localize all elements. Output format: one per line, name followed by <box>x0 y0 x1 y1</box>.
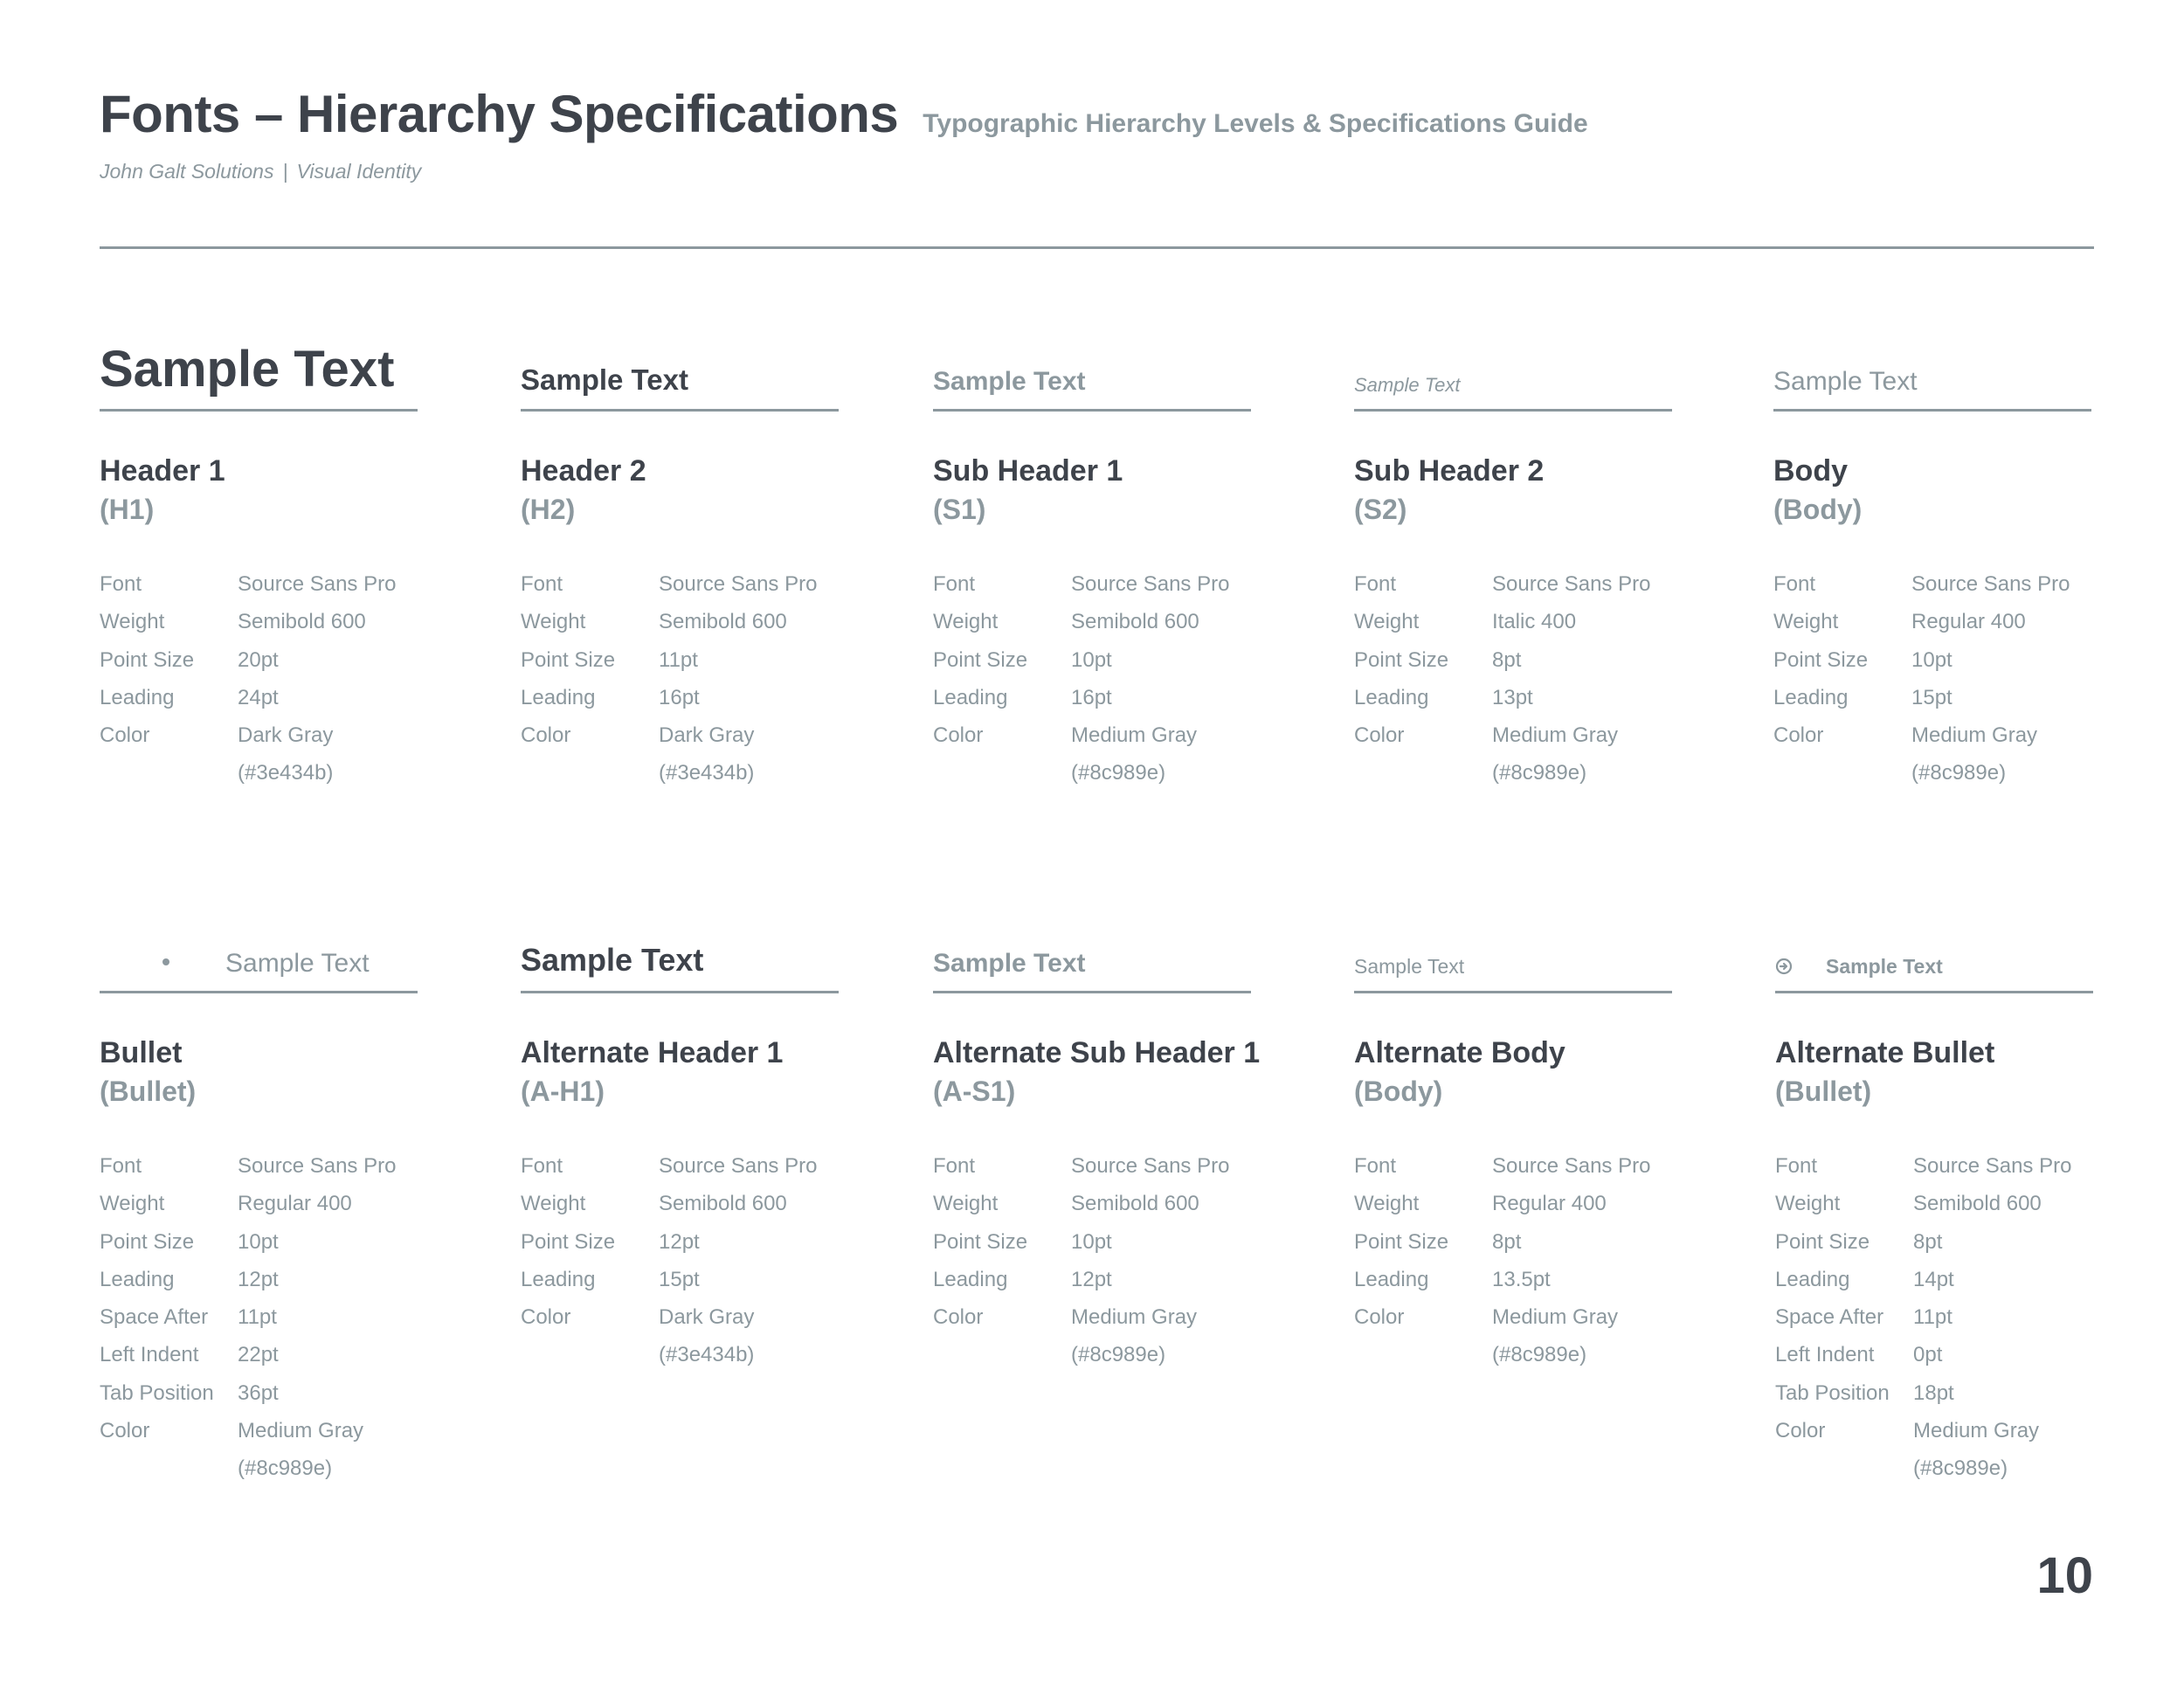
spec-label: Color <box>933 1305 984 1330</box>
spec-label: Point Size <box>1773 647 1869 672</box>
spec-row-color <box>100 1412 418 1488</box>
spec-row-leading <box>1354 1261 1672 1298</box>
spec-value <box>1492 716 1618 792</box>
spec-row-font <box>521 565 839 603</box>
spec-value: Source Sans Pro <box>1492 1154 1651 1178</box>
spec-row-weight <box>100 603 418 640</box>
spec-label: Leading <box>933 1267 1008 1291</box>
sample-box <box>933 903 1251 993</box>
spec-value <box>659 1298 754 1374</box>
spec-label: Leading <box>933 685 1008 709</box>
spec-label: Font <box>933 572 976 596</box>
sample-text: Sample Text <box>1773 367 1918 396</box>
level-name: Sub Header 2 <box>1354 454 1545 488</box>
spec-row-leading <box>521 679 839 716</box>
document-meta <box>100 160 2094 183</box>
spec-label: Font <box>933 1154 976 1178</box>
spec-label: Font <box>100 572 142 596</box>
spec-value <box>1913 1412 2039 1488</box>
spec-list <box>1775 1147 2093 1488</box>
level-code: (H1) <box>100 494 155 525</box>
spec-row-tab-position <box>1775 1374 2093 1412</box>
spec-row-point-size <box>1775 1223 2093 1261</box>
page-number: 10 <box>2036 1547 2093 1604</box>
spec-list <box>521 1147 839 1374</box>
spec-label: Point Size <box>100 647 195 672</box>
spec-value: Semibold 600 <box>659 1192 787 1216</box>
level-name: Body <box>1773 454 1848 488</box>
bullet-dot-icon <box>162 958 169 965</box>
spec-card-bullet <box>100 903 418 1488</box>
color-name: Medium Gray <box>1492 1305 1619 1330</box>
color-hex: (#3e434b) <box>659 761 755 785</box>
spec-label: Color <box>100 723 150 748</box>
sample-text-wrapper <box>100 949 370 979</box>
spec-row-weight <box>933 1185 1251 1222</box>
spec-row-color <box>1354 1298 1672 1374</box>
spec-row-leading <box>933 1261 1251 1298</box>
spec-row-color <box>1773 716 2091 792</box>
spec-value: Source Sans Pro <box>238 572 397 596</box>
spec-row-color <box>521 716 839 792</box>
spec-label: Point Size <box>933 647 1028 672</box>
spec-value: Source Sans Pro <box>238 1154 397 1178</box>
color-name: Dark Gray <box>659 1305 755 1330</box>
spec-value: 12pt <box>659 1229 700 1254</box>
spec-row-leading <box>933 679 1251 716</box>
spec-row-leading <box>1775 1261 2093 1298</box>
spec-card-header-1 <box>100 322 418 792</box>
spec-label: Weight <box>933 1192 999 1216</box>
level-code: (Bullet) <box>100 1076 197 1107</box>
spec-row-leading <box>521 1261 839 1298</box>
spec-row-font <box>1775 1147 2093 1185</box>
spec-row-font <box>521 1147 839 1185</box>
company-name: John Galt Solutions <box>100 160 274 183</box>
spec-value: Semibold 600 <box>1913 1192 2042 1216</box>
spec-label: Leading <box>100 685 175 709</box>
sample-box <box>100 903 418 993</box>
spec-label: Left Indent <box>1775 1343 1875 1367</box>
color-hex: (#8c989e) <box>1911 761 2007 785</box>
spec-row-weight <box>521 603 839 640</box>
spec-row-color <box>933 1298 1251 1374</box>
spec-label: Point Size <box>1775 1229 1870 1254</box>
spec-value: 15pt <box>659 1267 700 1291</box>
spec-row-weight <box>1775 1185 2093 1222</box>
spec-row-point-size <box>1354 1223 1672 1261</box>
spec-row-weight <box>1354 1185 1672 1222</box>
spec-value: Italic 400 <box>1492 610 1577 634</box>
spec-row-leading <box>1354 679 1672 716</box>
spec-card-sub-header-1 <box>933 322 1251 792</box>
spec-label: Weight <box>1773 610 1839 634</box>
spec-value <box>238 1412 363 1488</box>
section-name: Visual Identity <box>296 160 422 183</box>
spec-row-color <box>1354 716 1672 792</box>
spec-card-header-2 <box>521 322 839 792</box>
spec-label: Font <box>521 572 563 596</box>
sample-box <box>1775 903 2093 993</box>
color-hex: (#8c989e) <box>1071 761 1166 785</box>
level-name: Alternate Sub Header 1 <box>933 1036 1261 1069</box>
spec-label: Weight <box>1775 1192 1841 1216</box>
spec-label: Font <box>100 1154 142 1178</box>
spec-value: Source Sans Pro <box>1492 572 1651 596</box>
spec-value <box>1071 1298 1197 1374</box>
spec-list <box>1773 565 2091 792</box>
spec-row-point-size <box>933 641 1251 679</box>
page-title: Fonts – Hierarchy Specifications <box>100 85 899 143</box>
spec-card-alternate-body <box>1354 903 1672 1374</box>
spec-value: 10pt <box>1071 1229 1112 1254</box>
level-code: (Body) <box>1773 494 1863 525</box>
spec-value: 10pt <box>1071 647 1112 672</box>
level-code: (Bullet) <box>1775 1076 1872 1107</box>
spec-value: 11pt <box>659 647 698 672</box>
color-name: Medium Gray <box>1071 723 1198 748</box>
level-code: (A-S1) <box>933 1076 1016 1107</box>
level-name: Bullet <box>100 1036 183 1069</box>
spec-label: Point Size <box>1354 647 1449 672</box>
color-hex: (#8c989e) <box>1492 1343 1587 1367</box>
spec-label: Point Size <box>1354 1229 1449 1254</box>
color-hex: (#8c989e) <box>1071 1343 1166 1367</box>
page-subtitle: Typographic Hierarchy Levels & Specifications Guide <box>923 109 1588 138</box>
sample-text: Sample Text <box>933 367 1086 396</box>
spec-value: Source Sans Pro <box>659 572 818 596</box>
spec-label: Color <box>933 723 984 748</box>
level-name: Header 1 <box>100 454 225 488</box>
level-name: Alternate Body <box>1354 1036 1565 1069</box>
spec-value: 18pt <box>1913 1380 1954 1405</box>
spec-label: Leading <box>1773 685 1849 709</box>
sample-box <box>1354 903 1672 993</box>
spec-row-tab-position <box>100 1374 418 1412</box>
spec-row-weight <box>933 603 1251 640</box>
spec-label: Color <box>1354 1305 1405 1330</box>
sample-box <box>933 322 1251 412</box>
spec-value: 8pt <box>1492 647 1522 672</box>
spec-row-leading <box>1773 679 2091 716</box>
spec-label: Tab Position <box>1775 1380 1890 1405</box>
level-name: Alternate Header 1 <box>521 1036 784 1069</box>
color-name: Medium Gray <box>1911 723 2038 748</box>
spec-value: 16pt <box>659 685 700 709</box>
sample-text: Sample Text <box>1826 955 1943 978</box>
sample-box <box>1354 322 1672 412</box>
spec-label: Point Size <box>100 1229 195 1254</box>
sample-box <box>1773 322 2091 412</box>
sample-box <box>100 322 418 412</box>
spec-label: Point Size <box>521 647 616 672</box>
sample-text: Sample Text <box>100 341 395 398</box>
spec-row-point-size <box>521 1223 839 1261</box>
spec-label: Color <box>521 1305 571 1330</box>
spec-label: Space After <box>1775 1305 1884 1330</box>
spec-list <box>1354 1147 1672 1374</box>
spec-value: Semibold 600 <box>238 610 366 634</box>
color-hex: (#3e434b) <box>659 1343 755 1367</box>
spec-label: Weight <box>933 610 999 634</box>
spec-label: Weight <box>1354 610 1420 634</box>
spec-row-leading <box>100 1261 418 1298</box>
spec-list <box>100 565 418 792</box>
spec-label: Font <box>1775 1154 1818 1178</box>
spec-label: Color <box>1354 723 1405 748</box>
header-divider <box>100 246 2094 249</box>
spec-value: 12pt <box>1071 1267 1112 1291</box>
spec-value: Source Sans Pro <box>1911 572 2070 596</box>
spec-list <box>521 565 839 792</box>
spec-value: Source Sans Pro <box>1071 572 1230 596</box>
spec-row-point-size <box>1354 641 1672 679</box>
sample-text: Sample Text <box>933 949 1086 978</box>
spec-label: Color <box>100 1419 150 1443</box>
spec-value <box>1911 716 2037 792</box>
spec-list <box>100 1147 418 1488</box>
level-name: Sub Header 1 <box>933 454 1123 488</box>
level-code: (S1) <box>933 494 986 525</box>
sample-text: Sample Text <box>521 363 688 396</box>
spec-value: Source Sans Pro <box>1071 1154 1230 1178</box>
page-header <box>100 84 2094 183</box>
spec-label: Font <box>1354 572 1397 596</box>
spec-value: 13pt <box>1492 685 1533 709</box>
spec-row-space-after <box>1775 1298 2093 1336</box>
spec-label: Leading <box>1354 685 1429 709</box>
color-hex: (#8c989e) <box>1913 1456 2008 1481</box>
spec-card-body <box>1773 322 2091 792</box>
spec-value: Source Sans Pro <box>1913 1154 2072 1178</box>
color-name: Medium Gray <box>238 1419 364 1443</box>
spec-label: Left Indent <box>100 1343 199 1367</box>
spec-label: Color <box>1775 1419 1826 1443</box>
spec-value: Semibold 600 <box>1071 1192 1199 1216</box>
spec-row-point-size <box>933 1223 1251 1261</box>
title-row <box>100 84 2094 144</box>
spec-row-leading <box>100 679 418 716</box>
spec-card-alternate-sub-header-1 <box>933 903 1261 1374</box>
spec-row-font <box>1773 565 2091 603</box>
spec-value: 16pt <box>1071 685 1112 709</box>
arrow-circle-icon <box>1775 958 1793 975</box>
spec-row-color <box>100 716 418 792</box>
spec-row-point-size <box>521 641 839 679</box>
meta-separator: | <box>282 160 288 183</box>
spec-card-sub-header-2 <box>1354 322 1672 792</box>
spec-value: 36pt <box>238 1380 279 1405</box>
level-code: (A-H1) <box>521 1076 605 1107</box>
spec-row-weight <box>521 1185 839 1222</box>
spec-row-point-size <box>100 1223 418 1261</box>
spec-value: 12pt <box>238 1267 279 1291</box>
spec-label: Weight <box>521 610 586 634</box>
spec-label: Font <box>1773 572 1816 596</box>
spec-row-left-indent <box>100 1336 418 1373</box>
spec-row-weight <box>100 1185 418 1222</box>
spec-list <box>933 565 1251 792</box>
spec-label: Tab Position <box>100 1380 214 1405</box>
spec-row-font <box>933 1147 1251 1185</box>
spec-label: Color <box>521 723 571 748</box>
spec-value: Source Sans Pro <box>659 1154 818 1178</box>
sample-text: Sample Text <box>1354 374 1461 396</box>
spec-row-font <box>1354 1147 1672 1185</box>
sample-text: Sample Text <box>521 942 704 978</box>
color-name: Medium Gray <box>1492 723 1619 748</box>
spec-value: 11pt <box>238 1305 277 1330</box>
color-name: Medium Gray <box>1071 1305 1198 1330</box>
spec-row-weight <box>1773 603 2091 640</box>
spec-label: Weight <box>100 610 165 634</box>
spec-label: Space After <box>100 1305 209 1330</box>
level-code: (Body) <box>1354 1076 1443 1107</box>
spec-value <box>238 716 333 792</box>
spec-label: Font <box>521 1154 563 1178</box>
spec-card-alternate-header-1 <box>521 903 839 1374</box>
spec-row-point-size <box>100 641 418 679</box>
spec-label: Leading <box>1354 1267 1429 1291</box>
spec-label: Color <box>1773 723 1824 748</box>
spec-list <box>933 1147 1251 1374</box>
spec-list <box>1354 565 1672 792</box>
sample-text: Sample Text <box>1354 955 1465 978</box>
color-hex: (#3e434b) <box>238 761 334 785</box>
spec-value: Semibold 600 <box>659 610 787 634</box>
color-hex: (#8c989e) <box>1492 761 1587 785</box>
spec-label: Leading <box>521 685 596 709</box>
color-name: Dark Gray <box>238 723 334 748</box>
spec-label: Weight <box>100 1192 165 1216</box>
spec-value <box>1492 1298 1618 1374</box>
spec-value: 20pt <box>238 647 279 672</box>
spec-value: 10pt <box>1911 647 1952 672</box>
spec-label: Leading <box>521 1267 596 1291</box>
spec-value: 13.5pt <box>1492 1267 1551 1291</box>
spec-label: Point Size <box>521 1229 616 1254</box>
spec-label: Leading <box>100 1267 175 1291</box>
spec-value <box>1071 716 1197 792</box>
spec-value <box>659 716 754 792</box>
spec-card-alternate-bullet <box>1775 903 2093 1488</box>
spec-row-weight <box>1354 603 1672 640</box>
spec-label: Weight <box>521 1192 586 1216</box>
spec-label: Leading <box>1775 1267 1850 1291</box>
spec-row-font <box>100 565 418 603</box>
color-name: Dark Gray <box>659 723 755 748</box>
spec-row-left-indent <box>1775 1336 2093 1373</box>
color-name: Medium Gray <box>1913 1419 2040 1443</box>
spec-row-point-size <box>1773 641 2091 679</box>
spec-value: 0pt <box>1913 1343 1943 1367</box>
sample-text-wrapper <box>1775 955 1943 979</box>
spec-value: 8pt <box>1913 1229 1943 1254</box>
level-name: Alternate Bullet <box>1775 1036 1995 1069</box>
spec-row-font <box>933 565 1251 603</box>
spec-value: 11pt <box>1913 1305 1952 1330</box>
spec-value: Regular 400 <box>1492 1192 1607 1216</box>
spec-value: 22pt <box>238 1343 279 1367</box>
color-hex: (#8c989e) <box>238 1456 333 1481</box>
spec-value: Regular 400 <box>1911 610 2026 634</box>
spec-row-font <box>1354 565 1672 603</box>
spec-value: 8pt <box>1492 1229 1522 1254</box>
level-code: (H2) <box>521 494 576 525</box>
spec-value: 14pt <box>1913 1267 1954 1291</box>
sample-box <box>521 322 839 412</box>
spec-row-color <box>521 1298 839 1374</box>
spec-row-color <box>1775 1412 2093 1488</box>
level-code: (S2) <box>1354 494 1407 525</box>
sample-text: Sample Text <box>225 949 370 978</box>
spec-row-space-after <box>100 1298 418 1336</box>
spec-value: Semibold 600 <box>1071 610 1199 634</box>
sample-box <box>521 903 839 993</box>
spec-row-color <box>933 716 1251 792</box>
spec-value: Regular 400 <box>238 1192 352 1216</box>
spec-value: 24pt <box>238 685 279 709</box>
spec-label: Point Size <box>933 1229 1028 1254</box>
spec-value: 15pt <box>1911 685 1952 709</box>
spec-value: 10pt <box>238 1229 279 1254</box>
spec-label: Weight <box>1354 1192 1420 1216</box>
spec-label: Font <box>1354 1154 1397 1178</box>
level-name: Header 2 <box>521 454 646 488</box>
spec-row-font <box>100 1147 418 1185</box>
